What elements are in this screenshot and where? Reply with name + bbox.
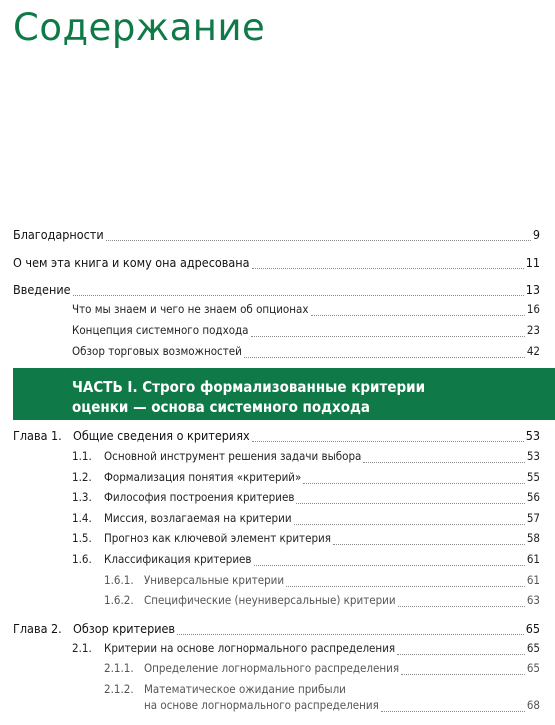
- toc-leader-dots: [252, 441, 524, 442]
- toc-leader-dots: [401, 674, 525, 675]
- toc-section-2-1[interactable]: [0, 641, 540, 659]
- subsection-number: 2.1.1.: [104, 661, 134, 675]
- toc-leader-dots: [106, 240, 531, 241]
- toc-entry-options-knowledge[interactable]: [0, 302, 540, 320]
- toc-entry-label: Универсальные критерии: [144, 573, 285, 587]
- toc-chapter-2[interactable]: [0, 621, 540, 639]
- toc-subsection-1-6-1[interactable]: [0, 573, 540, 591]
- section-number: 2.1.: [72, 641, 92, 655]
- toc-entry-trading-overview[interactable]: [0, 344, 540, 362]
- toc-leader-dots: [363, 462, 524, 463]
- toc-entry-label: Обзор торговых возможностей: [72, 344, 242, 358]
- toc-entry-label: Критерии на основе логнормального распределения: [104, 641, 396, 655]
- toc-entry-label-continued: на основе логнормального распределения: [144, 698, 379, 712]
- toc-entry-introduction[interactable]: [0, 282, 540, 300]
- subsection-number: 1.6.1.: [104, 573, 134, 587]
- toc-leader-dots: [244, 357, 525, 358]
- toc-leader-dots: [177, 634, 524, 635]
- chapter-number: Глава 1.: [13, 428, 62, 443]
- toc-page-number: 56: [526, 490, 540, 504]
- part-banner[interactable]: [13, 368, 555, 420]
- toc-entry-label: Введение: [13, 282, 71, 297]
- toc-leader-dots: [381, 711, 525, 712]
- toc-page-number: 61: [526, 552, 540, 566]
- toc-leader-dots: [333, 544, 525, 545]
- toc-page-number: 65: [525, 621, 540, 636]
- part-title-line2: оценки — основа системного подхода: [72, 398, 371, 416]
- toc-entry-label: О чем эта книга и кому она адресована: [13, 255, 250, 270]
- toc-page-number: 13: [525, 282, 540, 297]
- subsection-number: 2.1.2.: [104, 682, 134, 696]
- toc-entry-label: Общие сведения о критериях: [73, 428, 250, 443]
- page-title: Содержание: [13, 6, 266, 49]
- toc-leader-dots: [303, 483, 524, 484]
- toc-section-1-5[interactable]: [0, 531, 540, 549]
- toc-entry-acknowledgements[interactable]: [0, 227, 540, 245]
- toc-leader-dots: [254, 565, 525, 566]
- toc-entry-label: Обзор критериев: [73, 621, 176, 636]
- toc-page-number: 63: [526, 593, 540, 607]
- toc-entry-label: Основной инструмент решения задачи выбора: [104, 449, 362, 463]
- toc-entry-label: Специфические (неуниверсальные) критерии: [144, 593, 396, 607]
- toc-subsection-1-6-2[interactable]: [0, 593, 540, 611]
- toc-page-number: 9: [532, 227, 540, 242]
- toc-leader-dots: [397, 654, 525, 655]
- toc-entry-label: Что мы знаем и чего не знаем об опционах: [72, 302, 309, 316]
- subsection-number: 1.6.2.: [104, 593, 134, 607]
- toc-page-number: 65: [526, 641, 540, 655]
- toc-leader-dots: [294, 524, 525, 525]
- toc-page-number: 68: [526, 698, 540, 712]
- section-number: 1.4.: [72, 511, 92, 525]
- toc-leader-dots: [286, 586, 525, 587]
- toc-subsection-2-1-1[interactable]: [0, 661, 540, 679]
- toc-entry-label: Формализация понятия «критерий»: [104, 470, 302, 484]
- toc-entry-label: Классификация критериев: [104, 552, 252, 566]
- chapter-number: Глава 2.: [13, 621, 62, 636]
- toc-section-1-6[interactable]: [0, 552, 540, 570]
- toc-entry-label: Благодарности: [13, 227, 104, 242]
- toc-section-1-3[interactable]: [0, 490, 540, 508]
- toc-entry-label: Определение логнормального распределения: [144, 661, 400, 675]
- toc-page-number: 16: [526, 302, 540, 316]
- toc-page-number: 58: [526, 531, 540, 545]
- section-number: 1.3.: [72, 490, 92, 504]
- toc-page-number: 53: [526, 449, 540, 463]
- toc-subsection-2-1-2-cont[interactable]: [0, 698, 540, 716]
- toc-section-1-4[interactable]: [0, 511, 540, 529]
- toc-section-1-1[interactable]: [0, 449, 540, 467]
- toc-leader-dots: [398, 606, 525, 607]
- toc-page-number: 57: [526, 511, 540, 525]
- toc-page-number: 55: [526, 470, 540, 484]
- part-title-line1: ЧАСТЬ I. Строго формализованные критерии: [72, 378, 426, 396]
- toc-leader-dots: [73, 295, 524, 296]
- toc-page-number: 53: [525, 428, 540, 443]
- toc-entry-label: Математическое ожидание прибыли: [144, 682, 346, 696]
- toc-page-number: 65: [526, 661, 540, 675]
- toc-entry-label: Философия построения критериев: [104, 490, 295, 504]
- toc-page-number: 11: [525, 255, 540, 270]
- toc-section-1-2[interactable]: [0, 470, 540, 488]
- toc-page-number: 61: [526, 573, 540, 587]
- section-number: 1.1.: [72, 449, 92, 463]
- toc-entry-about-book[interactable]: [0, 255, 540, 273]
- toc-page-number: 23: [526, 323, 540, 337]
- toc-chapter-1[interactable]: [0, 428, 540, 446]
- section-number: 1.2.: [72, 470, 92, 484]
- toc-page-number: 42: [526, 344, 540, 358]
- toc-entry-label: Миссия, возлагаемая на критерии: [104, 511, 292, 525]
- toc-leader-dots: [252, 268, 524, 269]
- toc-entry-label: Концепция системного подхода: [72, 323, 249, 337]
- toc-leader-dots: [311, 315, 525, 316]
- section-number: 1.6.: [72, 552, 92, 566]
- toc-leader-dots: [251, 336, 525, 337]
- toc-entry-label: Прогноз как ключевой элемент критерия: [104, 531, 331, 545]
- section-number: 1.5.: [72, 531, 92, 545]
- toc-leader-dots: [296, 503, 524, 504]
- toc-entry-system-concept[interactable]: [0, 323, 540, 341]
